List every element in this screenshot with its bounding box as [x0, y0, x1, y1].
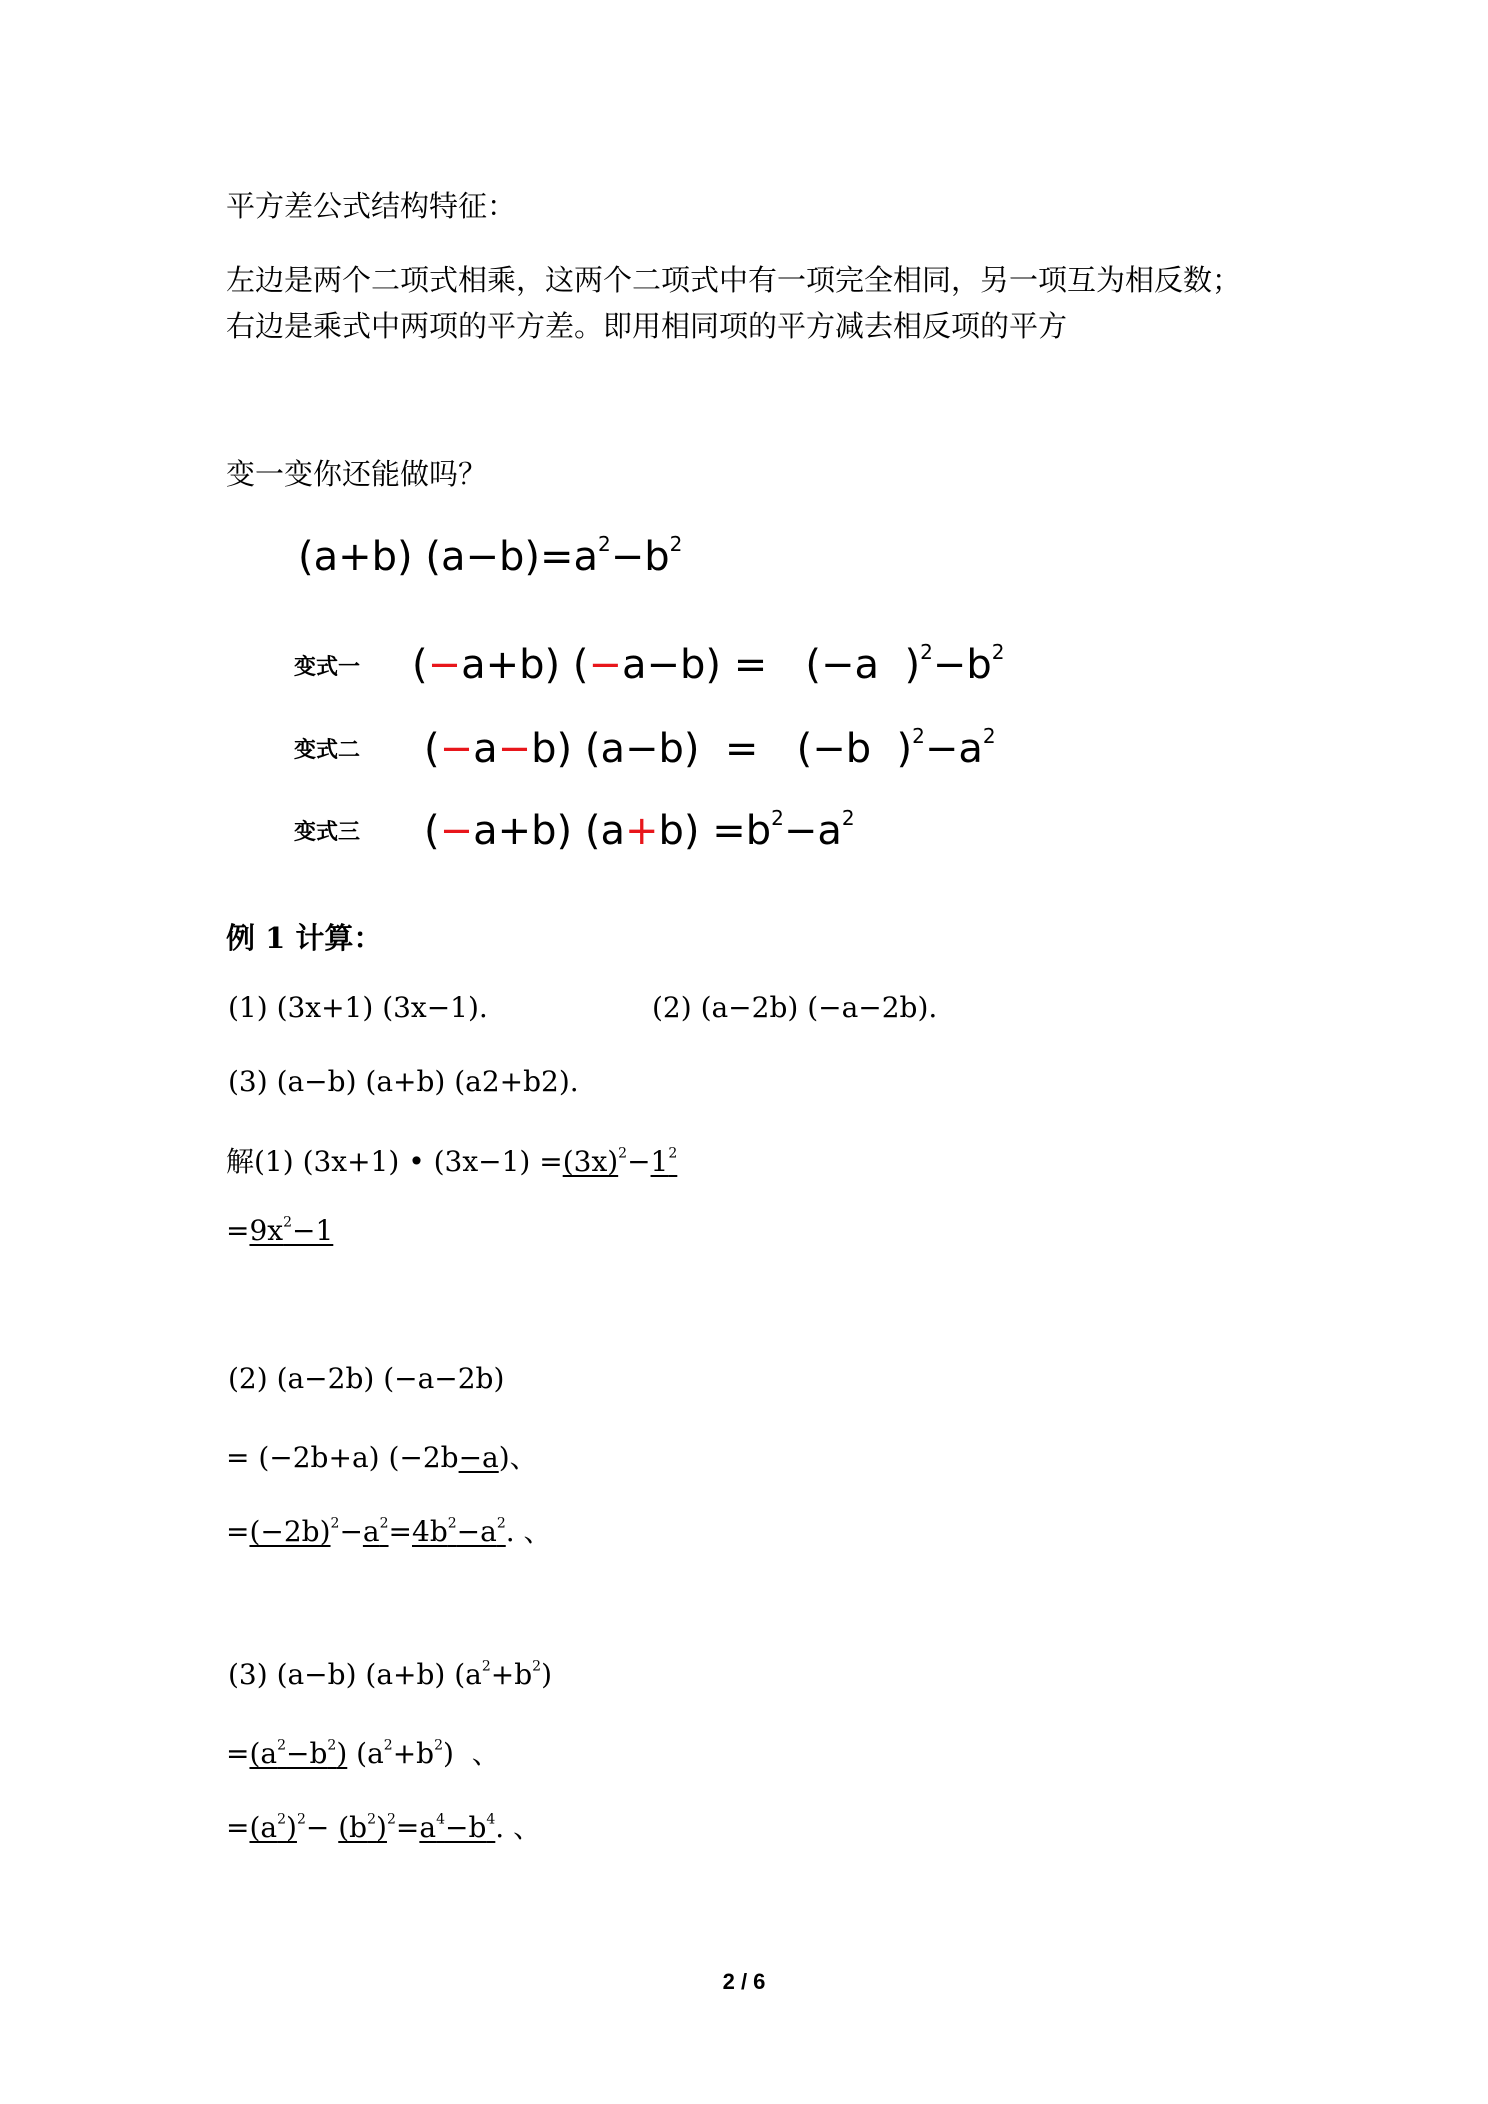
variant-2-label: 变式二 [294, 737, 361, 763]
problem-1: (1) (3x+1) (3x−1). [228, 991, 488, 1024]
exponent: 2 [669, 532, 683, 556]
solution-2-line-1: (2) (a−2b) (−a−2b) [228, 1362, 505, 1395]
question-text: 变一变你还能做吗？ [226, 457, 488, 491]
solution-3-line-3: $=(a^2)^2- (b^2)^2=a^4-b^4$. 、 [226, 1811, 542, 1844]
solution-1-line-2: $=9x^2-1$ [226, 1214, 334, 1247]
main-formula-lhs: (a+b) (a−b) [298, 534, 540, 580]
problem-3: (3) (a−b) (a+b) (a2+b2). [228, 1065, 579, 1098]
page-number: 2 / 6 [722, 1969, 766, 1994]
description-line-2: 右边是乘式中两项的平方差。即用相同项的平方减去相反项的平方 [226, 309, 1068, 343]
variant-2-formula: (−a−b) (a−b) = (−b )$^2-a^2$ [424, 724, 996, 772]
solution-2-line-2: = (−2b+a) (−2b−a)、 [226, 1441, 538, 1474]
solution-3-line-1: (3) (a−b) (a+b) $(a^2+b^2)$ [228, 1658, 553, 1691]
variant-1-formula: (−a+b) (−a−b) = (−a )$^2-b^2$ [412, 640, 1005, 688]
description-line-1: 左边是两个二项式相乘，这两个二项式中有一项完全相同，另一项互为相反数； [226, 263, 1242, 297]
variant-3-label: 变式三 [294, 819, 361, 845]
solution-2-line-3: $=(-2b)^2-a^2=4b^2-a^2$. 、 [226, 1515, 552, 1548]
solution-1-line-1: 解(1) (3x+1) • $(3x-1) =(3x)^2-1^2$ [226, 1145, 678, 1178]
solution-3-line-2: $=(a^2-b^2)$ $(a^2+b^2)$ 、 [226, 1737, 500, 1770]
section-heading: 平方差公式结构特征： [226, 189, 517, 223]
variant-1-label: 变式一 [294, 654, 361, 680]
example-title: 例 1 计算： [226, 921, 383, 955]
main-formula-eq: =a [539, 534, 599, 580]
variant-3-formula: (−a+b) $(a+b) =b^2-a^2$ [424, 806, 855, 854]
main-formula-mid: −b [610, 534, 670, 580]
exponent: 2 [598, 532, 611, 556]
problem-2: (2) (a−2b) (−a−2b). [652, 991, 938, 1024]
main-formula [298, 534, 682, 580]
